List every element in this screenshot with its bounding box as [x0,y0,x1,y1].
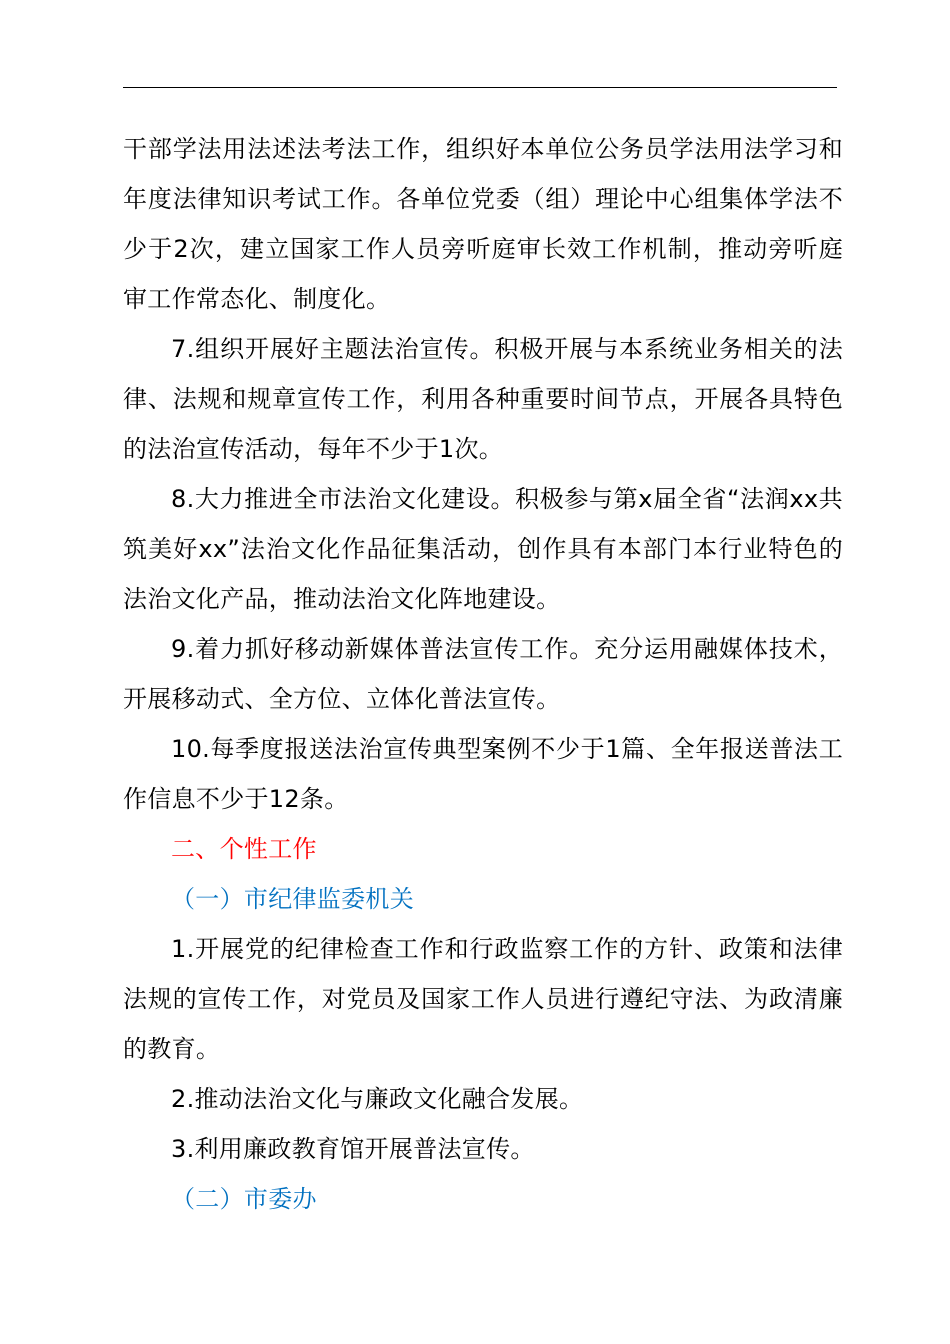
paragraph-item-10: 10.每季度报送法治宣传典型案例不少于1篇、全年报送普法工作信息不少于12条。 [123,735,843,813]
subsection-heading-municipal-office: （二）市委办 [171,1185,317,1213]
paragraph-continuation: 干部学法用法述法考法工作，组织好本单位公务员学法用法学习和年度法律知识考试工作。各单位党委（组）理论中心组集体学法不少于2次，建立国家工作人员旁听庭审长效工作机制，推动旁听庭审工作常态化、制度化。 [123,135,843,313]
paragraph-discipline-item-2: 2.推动法治文化与廉政文化融合发展。 [171,1085,584,1113]
paragraph-item-8: 8.大力推进全市法治文化建设。积极参与第x届全省“法润xx共筑美好xx”法治文化作品征集活动，创作具有本部门本行业特色的法治文化产品，推动法治文化阵地建设。 [123,485,843,613]
paragraph-discipline-item-3: 3.利用廉政教育馆开展普法宣传。 [171,1135,535,1163]
section-heading-individual-work: 二、个性工作 [171,835,317,863]
paragraph-discipline-item-1: 1.开展党的纪律检查工作和行政监察工作的方针、政策和法律法规的宣传工作，对党员及国家工作人员进行遵纪守法、为政清廉的教育。 [123,935,843,1063]
paragraph-item-7: 7.组织开展好主题法治宣传。积极开展与本系统业务相关的法律、法规和规章宣传工作，利用各种重要时间节点，开展各具特色的法治宣传活动，每年不少于1次。 [123,335,843,463]
paragraph-item-9: 9.着力抓好移动新媒体普法宣传工作。充分运用融媒体技术，开展移动式、全方位、立体化普法宣传。 [123,635,843,713]
subsection-heading-discipline-commission: （一）市纪律监委机关 [171,885,414,913]
header-rule [123,87,837,88]
document-body [123,124,843,1224]
